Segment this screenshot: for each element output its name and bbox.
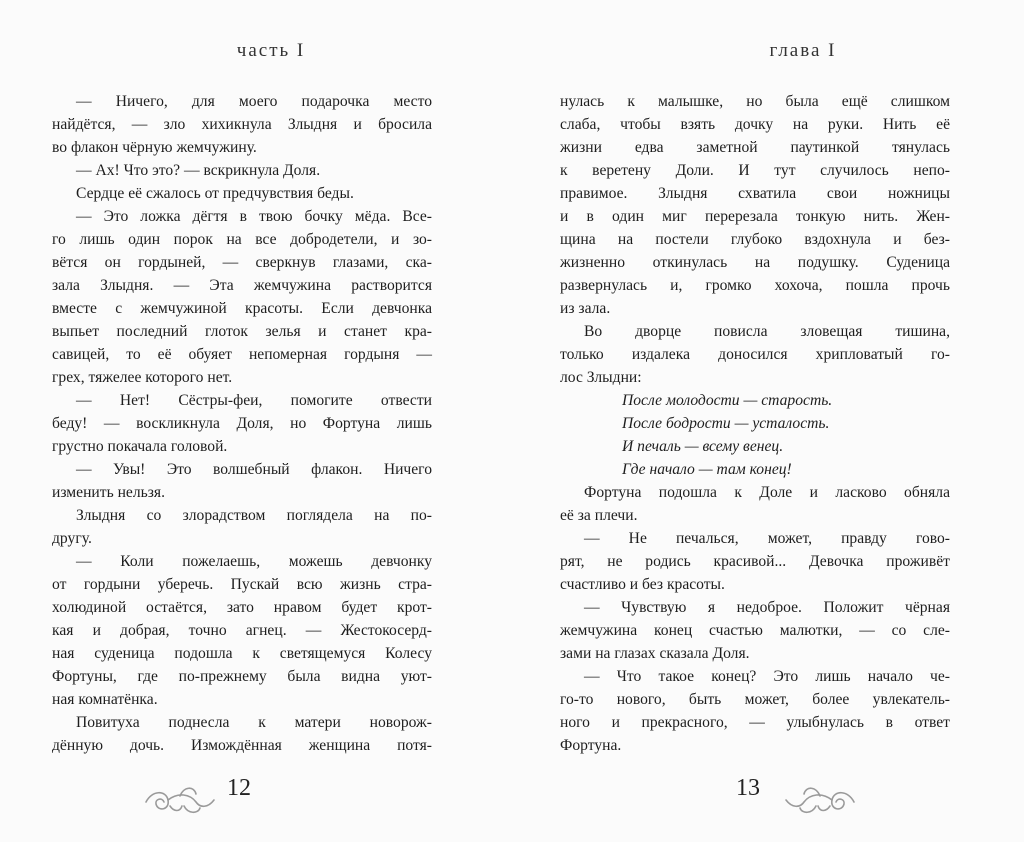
text-line: Злыдня со злорадством поглядела на по-: [76, 507, 432, 524]
text-line: выпьет последний глоток зелья и станет кра-: [52, 323, 432, 340]
text-line: из зала.: [560, 300, 611, 317]
text-line: савицей, то её обуяет непомерная гордыня —: [52, 346, 432, 363]
page-number-right: 13: [736, 775, 760, 801]
text-line: найдётся, — зло хихикнула Злыдня и бросила: [52, 116, 432, 133]
flourish-ornament-icon: [782, 780, 860, 822]
text-line: ная суденица подошла к светящемуся Колесу: [52, 645, 432, 662]
text-line: щина на постели глубоко вздохнула и без-: [560, 231, 950, 248]
text-line: холюдиной остаётся, зато нравом будет крот-: [52, 599, 432, 616]
text-line: Фортуна.: [560, 737, 622, 754]
text-line: другу.: [52, 530, 92, 547]
text-line: ная комнатёнка.: [52, 691, 158, 708]
text-line: Повитуха поднесла к матери новорож-: [76, 714, 432, 731]
right-text-block: [560, 90, 950, 757]
right-page: [512, 0, 1024, 842]
text-line: кая и добрая, точно агнец. — Жестокосерд-: [52, 622, 432, 639]
text-line: во флакон чёрную жемчужину.: [52, 139, 257, 156]
text-line: — Увы! Это волшебный флакон. Ничего: [76, 461, 432, 478]
text-line: ного и прекрасного, — улыбнулась в ответ: [560, 714, 950, 731]
text-line: вётся он гордыней, — сверкнув глазами, ска-: [52, 254, 432, 271]
text-line: жемчужина конец счастью малютки, — со сле-: [560, 622, 950, 639]
verse-line: После молодости — старость.: [622, 392, 833, 409]
text-line: счастливо и без красоты.: [560, 576, 725, 593]
text-line: Во дворце повисла зловещая тишина,: [584, 323, 950, 340]
text-line: вместе с жемчужиной красоты. Если девчонка: [52, 300, 432, 317]
text-line: зами на глазах сказала Доля.: [560, 645, 750, 662]
text-line: и в один миг перерезала тонкую нить. Жен-: [560, 208, 950, 225]
page-number-left: 12: [227, 775, 251, 801]
left-text-block: [52, 90, 432, 757]
text-line: к веретену Доли. И тут случилось непо-: [560, 162, 950, 179]
verse-line: Где начало — там конец!: [622, 461, 792, 478]
text-line: жизненно откинулась на подушку. Суденица: [560, 254, 950, 271]
text-line: лос Злыдни:: [560, 369, 642, 386]
verse-line: И печаль — всему венец.: [622, 438, 784, 455]
text-line: — Чувствую я недоброе. Положит чёрная: [584, 599, 950, 616]
text-line: — Нет! Сёстры-феи, помогите отвести: [76, 392, 432, 409]
text-line: Сердце её сжалось от предчувствия беды.: [76, 185, 354, 202]
flourish-ornament-icon: [140, 780, 218, 822]
text-line: нулась к малышке, но была ещё слишком: [560, 93, 950, 110]
text-line: слаба, чтобы взять дочку на руки. Нить её: [560, 116, 950, 133]
text-line: — Не печалься, может, правду гово-: [584, 530, 950, 547]
running-head-chapter: глава I: [769, 40, 837, 61]
text-line: грустно покачала головой.: [52, 438, 228, 455]
text-line: изменить нельзя.: [52, 484, 165, 501]
text-line: Фортуны, где по-прежнему была видна уют-: [52, 668, 432, 685]
text-line: развернулась и, громко хохоча, пошла прочь: [560, 277, 950, 294]
text-line: го лишь один порок на все добродетели, и зо-: [52, 231, 432, 248]
text-line: — Это ложка дёгтя в твою бочку мёда. Все-: [76, 208, 432, 225]
text-line: рят, не родись красивой... Девочка проживёт: [560, 553, 950, 570]
text-line: правимое. Злыдня схватила свои ножницы: [560, 185, 950, 202]
text-line: грех, тяжелее которого нет.: [52, 369, 233, 386]
text-line: её за плечи.: [560, 507, 638, 524]
text-line: — Что такое конец? Это лишь начало че-: [584, 668, 950, 685]
text-line: — Ах! Что это? — вскрикнула Доля.: [76, 162, 321, 179]
text-line: Фортуна подошла к Доле и ласково обняла: [584, 484, 950, 501]
text-line: зала Злыдня. — Эта жемчужина растворится: [52, 277, 432, 294]
text-line: только издалека доносился хрипловатый го-: [560, 346, 950, 363]
text-line: беду! — воскликнула Доля, но Фортуна лишь: [52, 415, 432, 432]
text-line: дённую дочь. Измождённая женщина потя-: [52, 737, 432, 754]
verse-line: После бодрости — усталость.: [622, 415, 830, 432]
text-line: — Коли пожелаешь, можешь девчонку: [76, 553, 432, 570]
text-line: от гордыни уберечь. Пускай всю жизнь стра-: [52, 576, 432, 593]
text-line: го-то нового, быть может, более увлекатель-: [560, 691, 950, 708]
text-line: — Ничего, для моего подарочка место: [76, 93, 432, 110]
running-head-part: часть I: [236, 40, 306, 61]
text-line: жизни едва заметной паутинкой тянулась: [560, 139, 950, 156]
